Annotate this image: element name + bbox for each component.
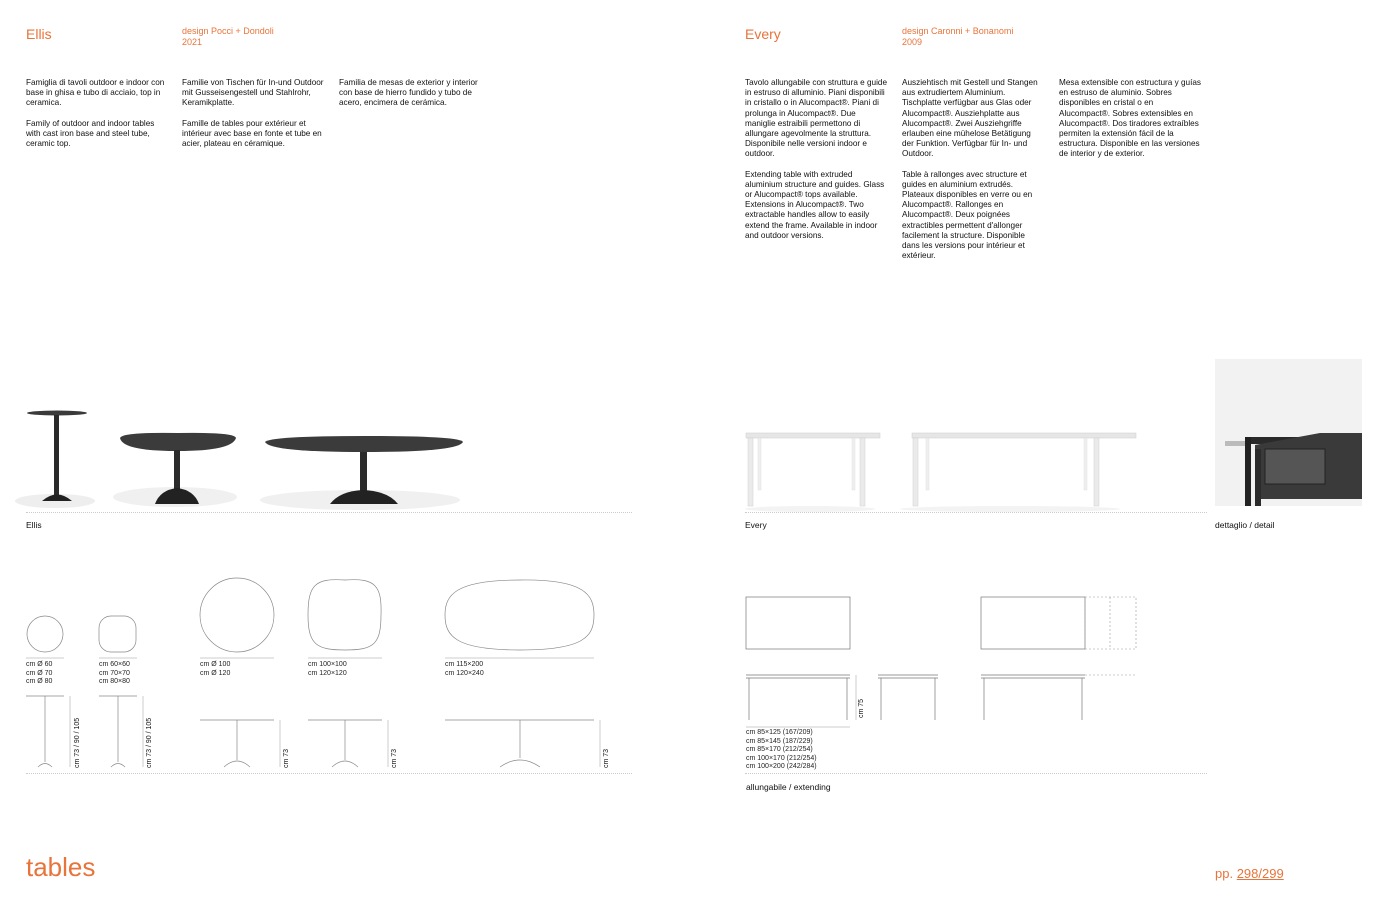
dims-oval xyxy=(445,661,484,678)
page-prefix: pp. xyxy=(1215,866,1234,881)
text-german: Ausziehtisch mit Gestell und Stangen aus extrudiertem Aluminium. Tischplatte verfügbar aus Glas oder Alucompact®. Ausziehplatte aus Alucompact®. Zwei Ausziehgriffe erlauben eine mühelose Betätigung der Funktion. Verfügbar für In- und Outdoor. xyxy=(902,78,1038,159)
dim-label: cm 120×120 xyxy=(308,669,347,677)
designer-ellis xyxy=(182,26,274,47)
dims-round-small xyxy=(26,661,52,687)
dim-label: cm Ø 80 xyxy=(26,678,53,685)
height-label: cm 73 / 90 / 105 xyxy=(74,717,81,768)
detail-illustration xyxy=(1215,359,1362,506)
height-label: cm 75 xyxy=(858,698,865,718)
text-english: Family of outdoor and indoor tables with cast iron base and steel tube, ceramic top. xyxy=(26,118,155,149)
every-technical-drawings xyxy=(740,590,1160,730)
design-year: 2009 xyxy=(902,36,923,47)
text-column-1 xyxy=(26,78,168,159)
dim-label: cm 85×170 (212/254) xyxy=(746,746,813,753)
page-reference xyxy=(1215,866,1284,881)
detail-caption: dettaglio / detail xyxy=(1215,520,1275,530)
text-german: Familie von Tischen für In-und Outdoor mit Gusseisengestell und Stahlrohr, Keramikplatte. xyxy=(182,78,324,108)
dims-square-small xyxy=(99,661,130,687)
dim-label: cm 115×200 xyxy=(445,661,484,668)
extending-caption: allungabile / extending xyxy=(746,782,831,792)
product-title-ellis: Ellis xyxy=(26,26,52,42)
text-column-5 xyxy=(902,78,1044,271)
photo-caption-every: Every xyxy=(745,520,767,530)
detail-photo xyxy=(1215,359,1362,506)
text-english: Extending table with extruded aluminium structure and guides. Glass or Alucompact® tops available. Extensions in Alucompact®. Two extractable handles allow to easily extend the frame. Available in indoor and outdoor versions. xyxy=(745,169,885,240)
dim-label: cm 85×145 (187/229) xyxy=(746,737,813,745)
divider xyxy=(745,512,1207,513)
text-column-2 xyxy=(182,78,324,159)
divider xyxy=(26,512,632,513)
dim-label: cm 120×240 xyxy=(445,669,484,677)
divider xyxy=(745,773,1207,774)
dim-label: cm 60×60 xyxy=(99,661,130,668)
dims-square-large xyxy=(308,661,347,678)
text-french: Famille de tables pour extérieur et intérieur avec base en fonte et tube en acier, plateau en céramique. xyxy=(182,118,322,149)
dim-label: cm 85×125 (167/209) xyxy=(746,729,813,736)
section-title: tables xyxy=(26,852,96,882)
dim-label: cm Ø 120 xyxy=(200,669,231,677)
text-column-4 xyxy=(745,78,887,251)
height-label: cm 73 xyxy=(391,748,398,768)
dim-label: cm 100×200 (242/284) xyxy=(746,763,817,770)
text-french: Table à rallonges avec structure et guides en aluminium extrudés. Plateaux disponibles en verre ou en Alucompact®. Rallonges en Alucompact®. Deux poignées extractibles permettent d'allonger facilement la structure. Disponible dans les versions pour intérieur et extérieur. xyxy=(902,169,1033,261)
height-label: cm 73 / 90 / 105 xyxy=(146,717,153,768)
dim-label: cm 70×70 xyxy=(99,669,130,677)
designer-name: design Pocci + Dondoli xyxy=(182,26,274,36)
dims-every xyxy=(746,729,817,772)
product-title-every: Every xyxy=(745,26,781,42)
dims-round-large xyxy=(200,661,230,678)
text-column-6 xyxy=(1059,78,1201,170)
height-label: cm 73 xyxy=(603,748,610,768)
text-italian: Tavolo allungabile con struttura e guide in estruso di alluminio. Piani disponibili in cristallo o in Alucompact®. Piani di prolunga in Alucompact®. Due maniglie estraibili permettono di allungare agevolmente la struttura. Disponibile nelle versioni indoor e outdoor. xyxy=(745,78,888,159)
designer-every xyxy=(902,26,1013,47)
text-spanish: Familia de mesas de exterior y interior con base de hierro fundido y tubo de acero, encimera de cerámica. xyxy=(339,78,478,108)
design-year: 2021 xyxy=(182,36,203,47)
height-label: cm 73 xyxy=(283,748,290,768)
divider xyxy=(26,773,632,774)
designer-name: design Caronni + Bonanomi xyxy=(902,26,1014,36)
dim-label: cm Ø 100 xyxy=(200,661,231,668)
text-spanish: Mesa extensible con estructura y guías en estruso de aluminio. Sobres disponibles en cristal o en Alucompact®. Sobres extensibles en Alucompact®. Dos tiradores extraíbles permiten la extensión fácil de la estructura. Disponible en las versiones de interior y de exterior. xyxy=(1059,78,1201,159)
dim-label: cm 100×100 xyxy=(308,661,347,668)
ellis-product-photo xyxy=(0,400,640,520)
dim-label: cm 100×170 (212/254) xyxy=(746,754,817,762)
dim-label: cm Ø 70 xyxy=(26,669,53,677)
text-column-3 xyxy=(339,78,481,119)
text-italian: Famiglia di tavoli outdoor e indoor con base in ghisa e tubo di acciaio, top in ceramica. xyxy=(26,78,165,108)
photo-caption-ellis: Ellis xyxy=(26,520,42,530)
dim-label: cm 80×80 xyxy=(99,678,130,685)
page-link[interactable]: 298/299 xyxy=(1236,866,1284,881)
every-product-photo xyxy=(740,425,1160,525)
dim-label: cm Ø 60 xyxy=(26,661,53,668)
